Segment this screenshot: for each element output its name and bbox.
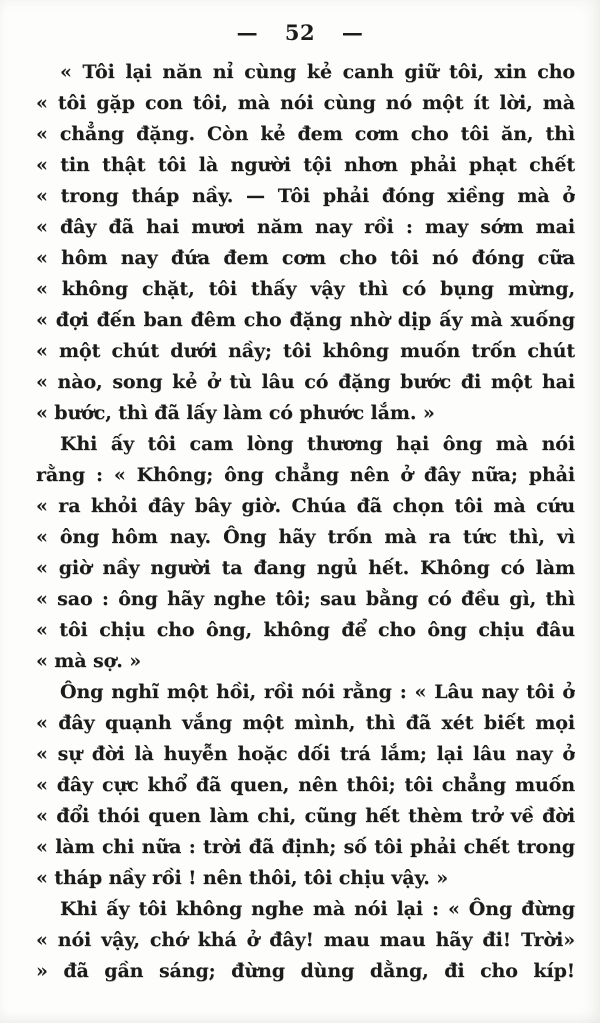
text-line: « đổi thói quen làm chi, cũng hết thèm trở về đời <box>36 805 575 827</box>
text-line: « giờ nầy người ta đang ngủ hết. Không có làm <box>36 557 575 579</box>
text-line: « ông hôm nay. Ông hãy trốn mà ra tức thì, vì <box>36 526 575 548</box>
page-text <box>36 57 575 987</box>
text-line: « nào, song kẻ ở tù lâu có đặng bước đi một hai <box>36 371 575 393</box>
paragraph-3 <box>36 677 575 894</box>
paragraph-1 <box>36 57 575 429</box>
text-line: « nói vậy, chớ khá ở đây! mau mau hãy đi! Trời» <box>36 929 575 951</box>
text-line: « đây cực khổ đã quen, nên thôi; tôi chẳng muốn <box>36 774 575 796</box>
text-line: « Tôi lại năn nỉ cùng kẻ canh giữ tôi, xin cho <box>60 61 575 83</box>
text-line: « đây đã hai mươi năm nay rồi : may sớm mai <box>36 216 575 238</box>
text-line: « hôm nay đứa đem cơm cho tôi nó đóng cữa <box>36 247 575 269</box>
text-line: Ông nghĩ một hồi, rồi nói rằng : « Lâu nay tôi ở <box>60 681 575 703</box>
text-line: « ra khỏi đây bây giờ. Chúa đã chọn tôi mà cứu <box>36 495 575 517</box>
paragraph-4 <box>36 894 575 987</box>
text-line: » đã gần sáng; đừng dùng dằng, đi cho kíp! <box>36 960 575 982</box>
text-line: « đây quạnh vắng một mình, thì đã xét biết mọi <box>36 712 575 734</box>
text-line: « chẳng đặng. Còn kẻ đem cơm cho tôi ăn, thì <box>36 123 575 145</box>
text-line: « mà sợ. » <box>36 650 141 672</box>
text-line: « trong tháp nầy. — Tôi phải đóng xiềng mà ở <box>36 185 575 207</box>
text-line: « một chút dưới nầy; tôi không muốn trốn chút <box>36 340 575 362</box>
page-number: — 52 — <box>236 20 364 45</box>
text-line: Khi ấy tôi cam lòng thương hại ông mà nói <box>60 433 575 455</box>
text-line: Khi ấy tôi không nghe mà nói lại : « Ông đừng <box>60 898 575 920</box>
text-line: « đợi đến ban đêm cho đặng nhờ dịp ấy mà xuống <box>36 309 575 331</box>
text-line: « tin thật tôi là người tội nhơn phải phạt chết <box>36 154 575 176</box>
text-line: « sự đời là huyễn hoặc dối trá lắm; lại lâu nay ở <box>36 743 575 765</box>
text-line: « bước, thì đã lấy làm có phước lắm. » <box>36 402 435 424</box>
paragraph-2 <box>36 429 575 677</box>
text-line: rằng : « Không; ông chẳng nên ở đây nữa; phải <box>36 464 575 486</box>
text-line: « tôi gặp con tôi, mà nói cùng nó một ít lời, mà <box>36 92 575 114</box>
text-line: « tháp nầy rồi ! nên thôi, tôi chịu vậy. » <box>36 867 449 889</box>
text-line: « không chặt, tôi thấy vậy thì có bụng mừng, <box>36 278 575 300</box>
text-line: « sao : ông hãy nghe tôi; sau bằng có đều gì, thì <box>36 588 575 610</box>
text-line: « làm chi nữa : trời đã định; số tôi phải chết trong <box>36 836 575 858</box>
text-line: « tôi chịu cho ông, không để cho ông chịu đâu <box>36 619 575 641</box>
